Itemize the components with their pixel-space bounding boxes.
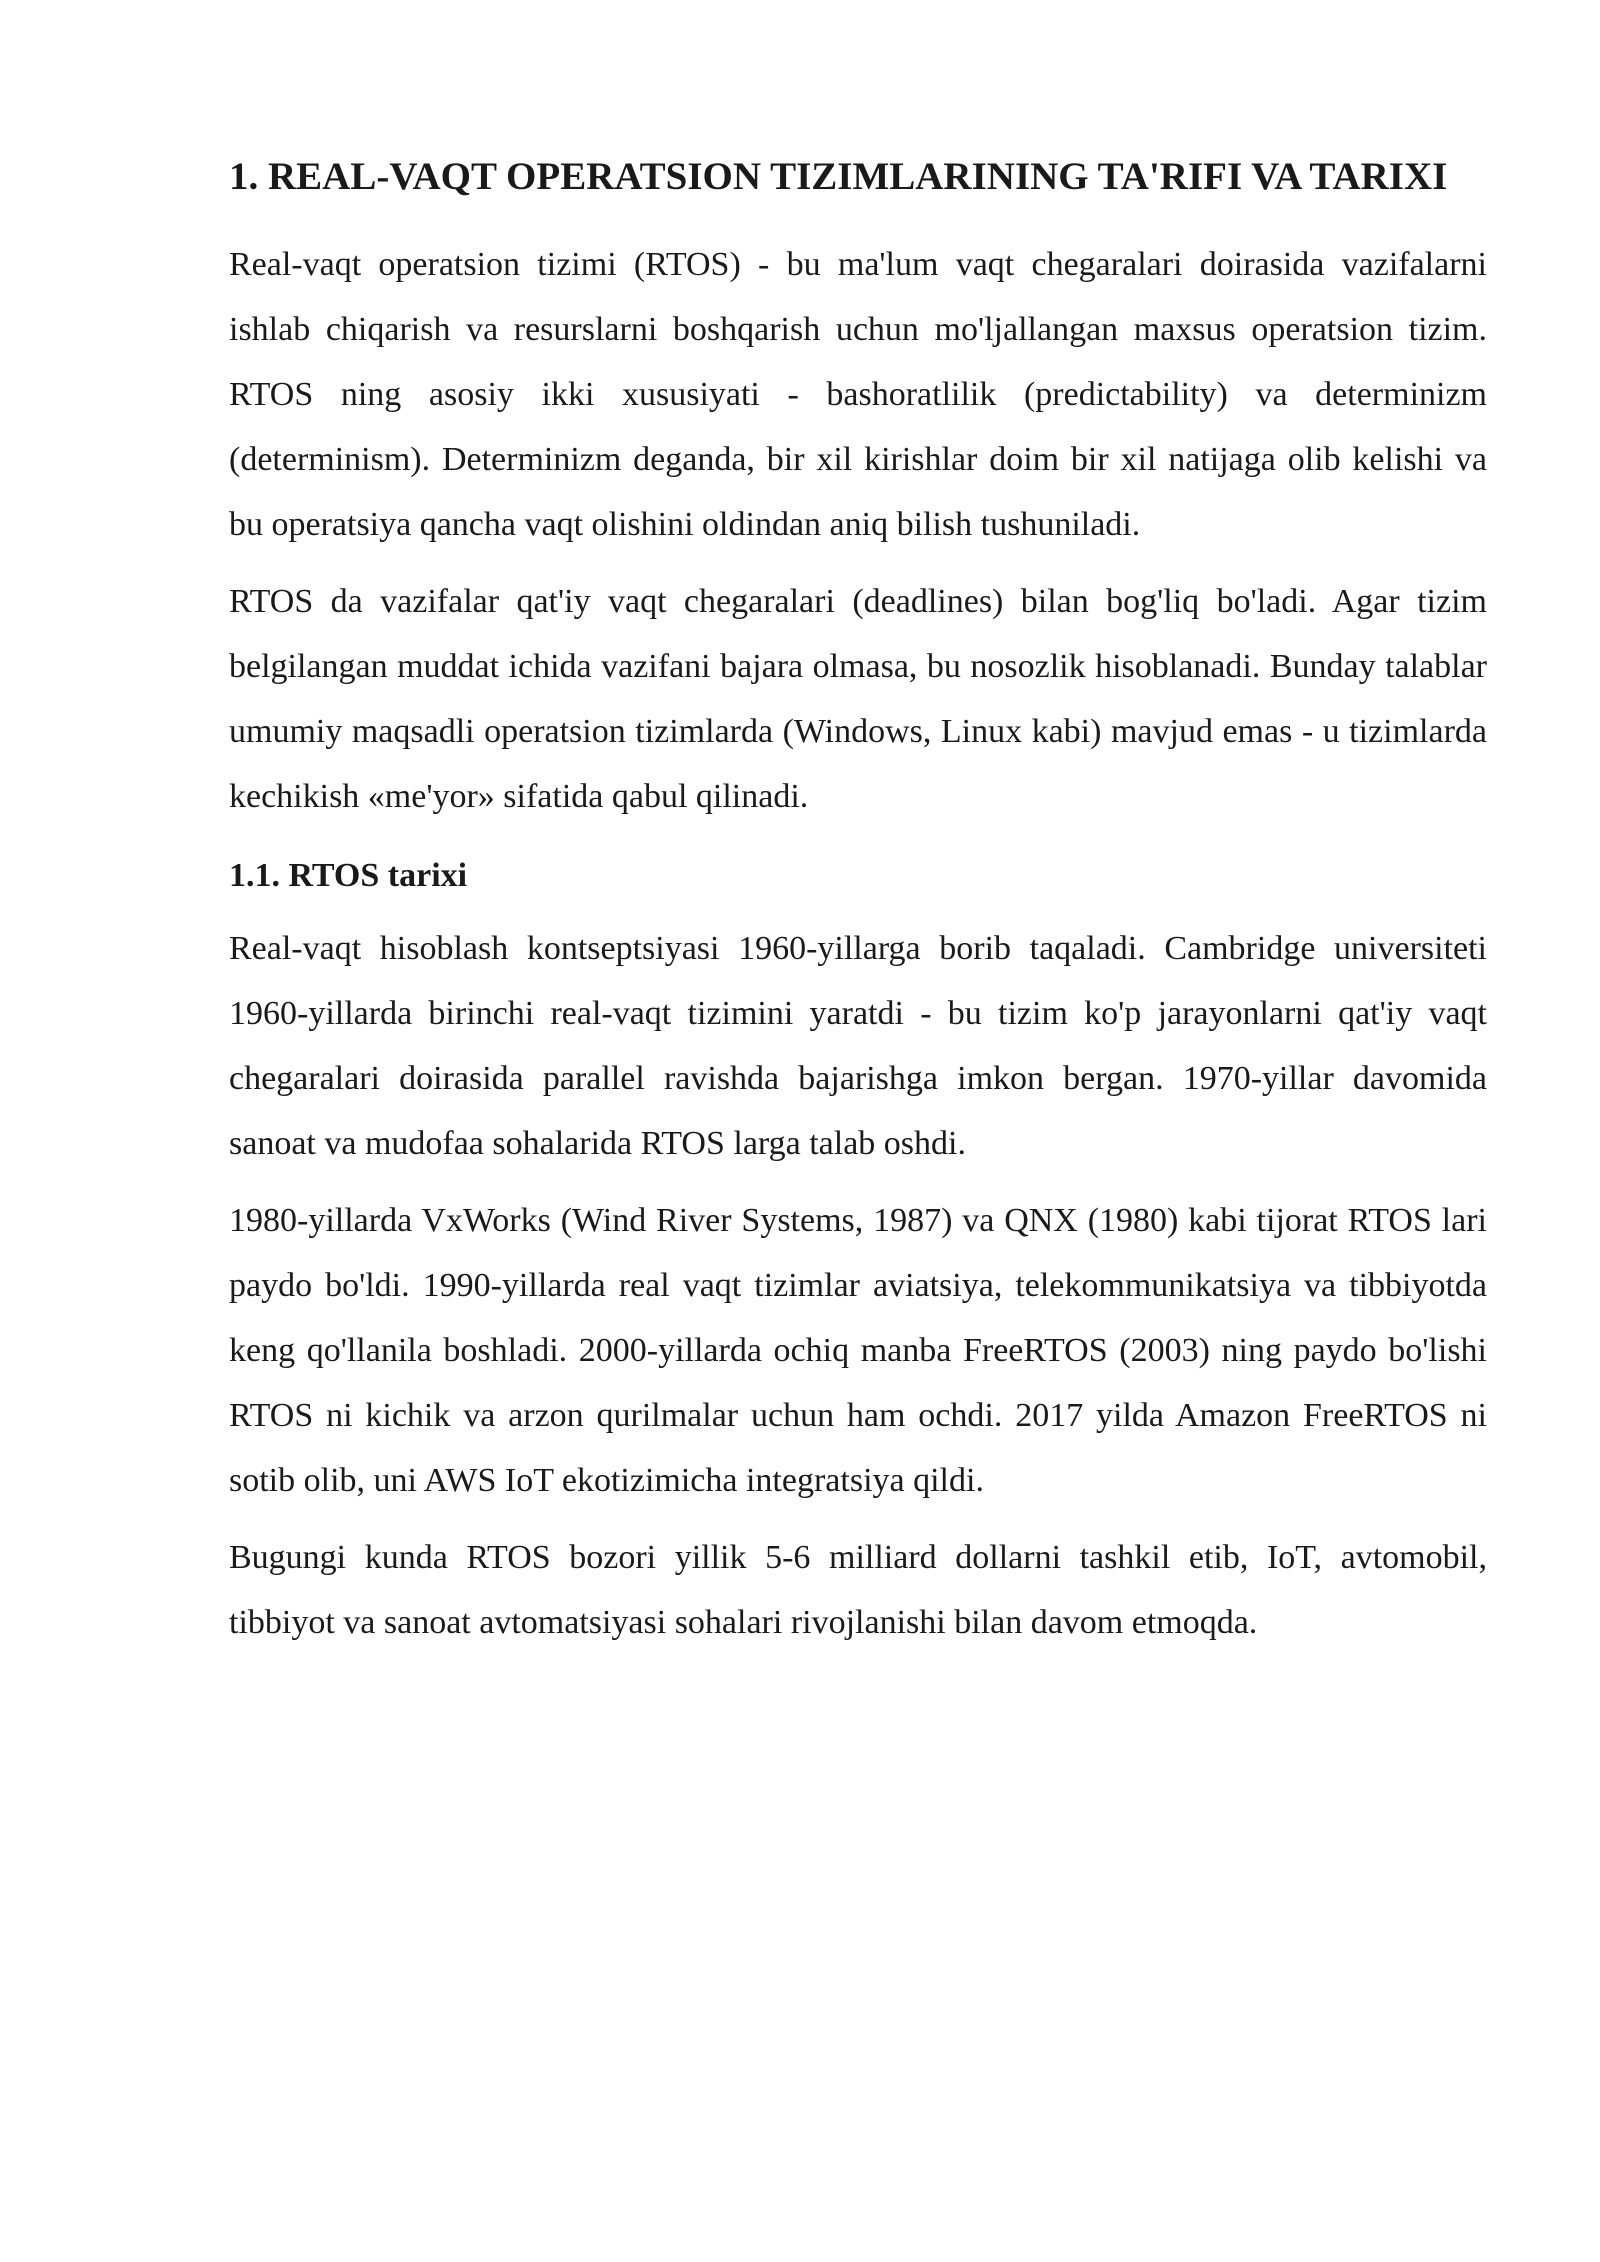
paragraph-deadlines: RTOS da vazifalar qat'iy vaqt chegaralari (deadlines) bilan bog'liq bo'ladi. Agar tizim belgilangan muddat ichida vazifani bajara olmasa, bu nosozlik hisoblanadi. Bunday talablar umumiy maqsadli operatsion tizimlarda (Windows, Linux kabi) mavjud emas - u tizimlarda kechikish «me'yor» sifatida qabul qilinadi. <box>229 583 1487 815</box>
subsection-title: 1.1. RTOS tarixi <box>229 857 468 894</box>
paragraph-history-commercial: 1980-yillarda VxWorks (Wind River Systems, 1987) va QNX (1980) kabi tijorat RTOS lari paydo bo'ldi. 1990-yillarda real vaqt tizimlar aviatsiya, telekommunikatsiya va tibbiyotda keng qo'llanila boshladi. 2000-yillarda ochiq manba FreeRTOS (2003) ning paydo bo'lishi RTOS ni kichik va arzon qurilmalar uchun ham ochdi. 2017 yilda Amazon FreeRTOS ni sotib olib, uni AWS IoT ekotizimicha integratsiya qildi. <box>229 1202 1487 1499</box>
section-title: 1. REAL-VAQT OPERATSION TIZIMLARINING TA'RIFI VA TARIXI <box>229 155 1448 198</box>
paragraph-definition: Real-vaqt operatsion tizimi (RTOS) - bu ma'lum vaqt chegaralari doirasida vazifalarni ishlab chiqarish va resurslarni boshqarish uchun mo'ljallangan maxsus operatsion tizim. RTOS ning asosiy ikki xususiyati - bashoratlilik (predictability) va determinizm (determinism). Determinizm deganda, bir xil kirishlar doim bir xil natijaga olib kelishi va bu operatsiya qancha vaqt olishini oldindan aniq bilish tushuniladi. <box>229 246 1487 543</box>
document-body <box>229 140 1487 1655</box>
paragraph-history-origins: Real-vaqt hisoblash kontseptsiyasi 1960-yillarga borib taqaladi. Cambridge universiteti 1960-yillarda birinchi real-vaqt tizimini yaratdi - bu tizim ko'p jarayonlarni qat'iy vaqt chegaralari doirasida parallel ravishda bajarishga imkon bergan. 1970-yillar davomida sanoat va mudofaa sohalarida RTOS larga talab oshdi. <box>229 930 1487 1162</box>
paragraph-market-today: Bugungi kunda RTOS bozori yillik 5-6 milliard dollarni tashkil etib, IoT, avtomobil, tibbiyot va sanoat avtomatsiyasi sohalari rivojlanishi bilan davom etmoqda. <box>229 1539 1487 1641</box>
